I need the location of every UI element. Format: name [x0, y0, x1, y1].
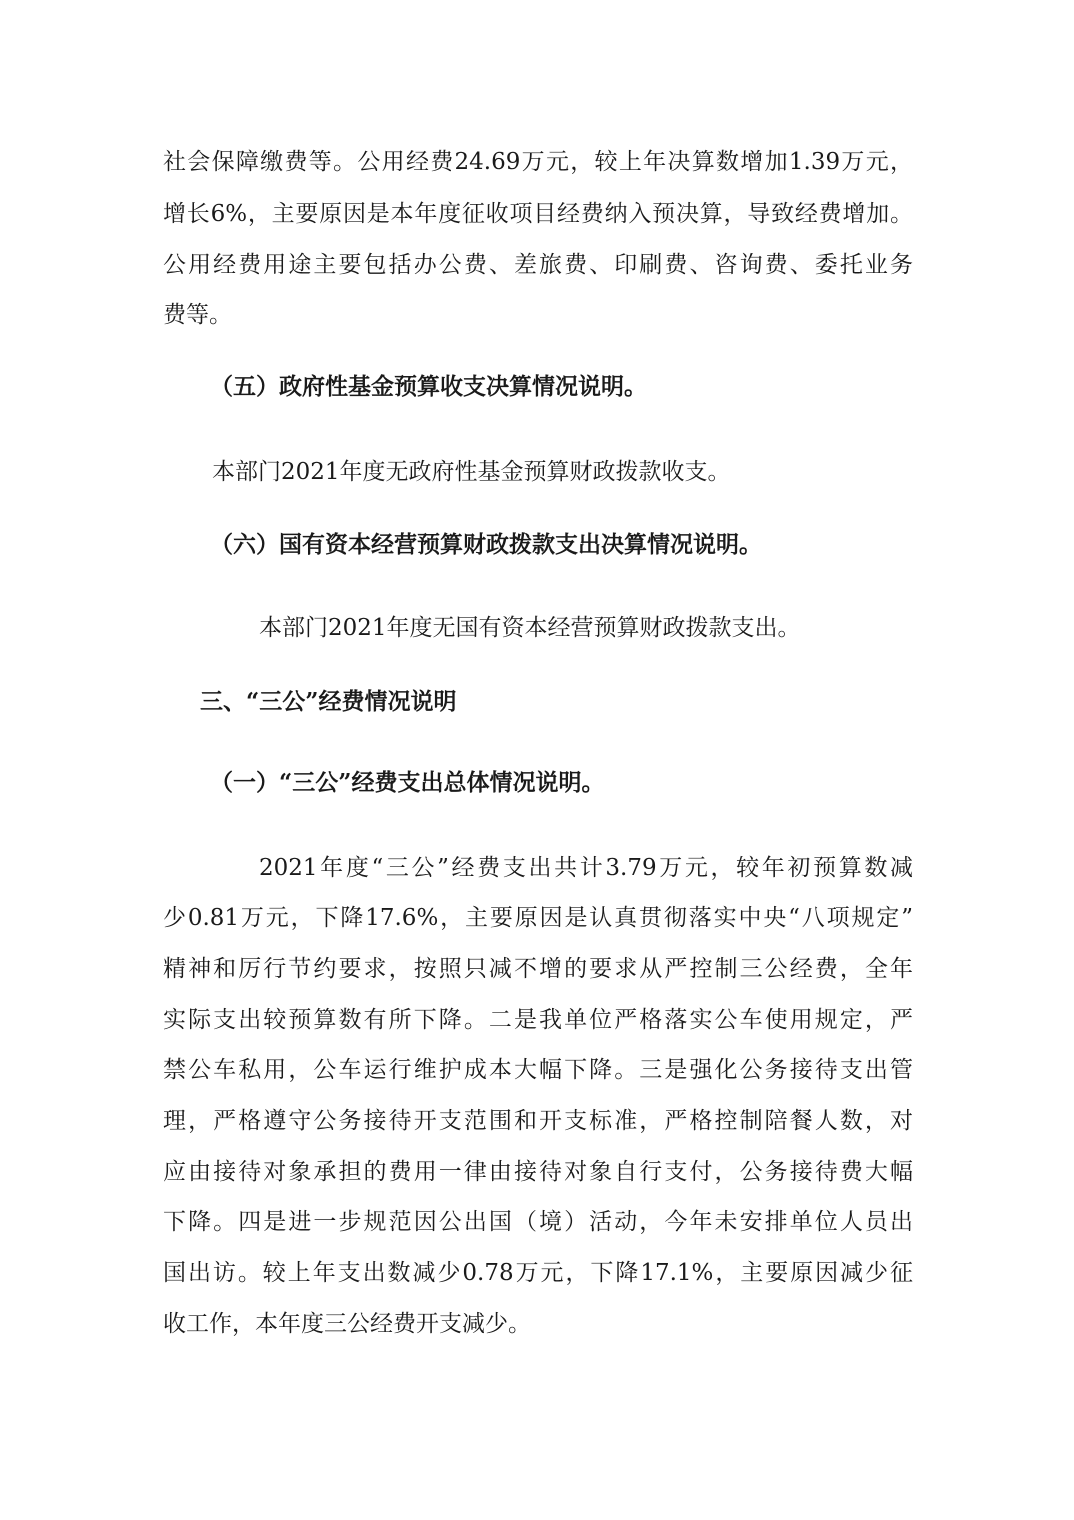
paragraph-line: 国出访。较上年支出数减少0.78万元，下降17.1%，主要原因减少征 — [163, 1260, 913, 1286]
section-title-3: 三、“三公”经费情况说明 — [200, 688, 457, 715]
paragraph-line: 应由接待对象承担的费用一律由接待对象自行支付，公务接待费大幅 — [163, 1159, 913, 1185]
paragraph-line: 实际支出较预算数有所下降。二是我单位严格落实公车使用规定，严 — [163, 1007, 913, 1033]
paragraph-line: 少0.81万元，下降17.6%，主要原因是认真贯彻落实中央“八项规定” — [163, 905, 913, 931]
section-heading-5: （五）政府性基金预算收支决算情况说明。 — [210, 373, 647, 400]
paragraph-line: 禁公车私用，公车运行维护成本大幅下降。三是强化公务接待支出管 — [163, 1057, 913, 1083]
paragraph-line: 社会保障缴费等。公用经费24.69万元，较上年决算数增加1.39万元， — [163, 149, 913, 175]
section-heading-3-1: （一）“三公”经费支出总体情况说明。 — [210, 769, 605, 796]
paragraph-line: 下降。四是进一步规范因公出国（境）活动，今年未安排单位人员出 — [163, 1209, 913, 1235]
paragraph-line: 增长6%，主要原因是本年度征收项目经费纳入预决算，导致经费增加。 — [163, 201, 913, 227]
paragraph-state-capital: 本部门2021年度无国有资本经营预算财政拨款支出。 — [259, 615, 801, 641]
paragraph-line: 理，严格遵守公务接待开支范围和开支标准，严格控制陪餐人数，对 — [163, 1108, 913, 1134]
paragraph-line: 2021年度“三公”经费支出共计3.79万元，较年初预算数减 — [259, 855, 913, 881]
paragraph-line: 精神和厉行节约要求，按照只减不增的要求从严控制三公经费，全年 — [163, 956, 913, 982]
paragraph-line: 公用经费用途主要包括办公费、差旅费、印刷费、咨询费、委托业务 — [163, 252, 913, 278]
paragraph-government-fund: 本部门2021年度无政府性基金预算财政拨款收支。 — [212, 459, 731, 485]
paragraph-line: 费等。 — [163, 302, 232, 328]
section-heading-6: （六）国有资本经营预算财政拨款支出决算情况说明。 — [210, 531, 762, 558]
paragraph-line: 收工作，本年度三公经费开支减少。 — [163, 1311, 531, 1337]
